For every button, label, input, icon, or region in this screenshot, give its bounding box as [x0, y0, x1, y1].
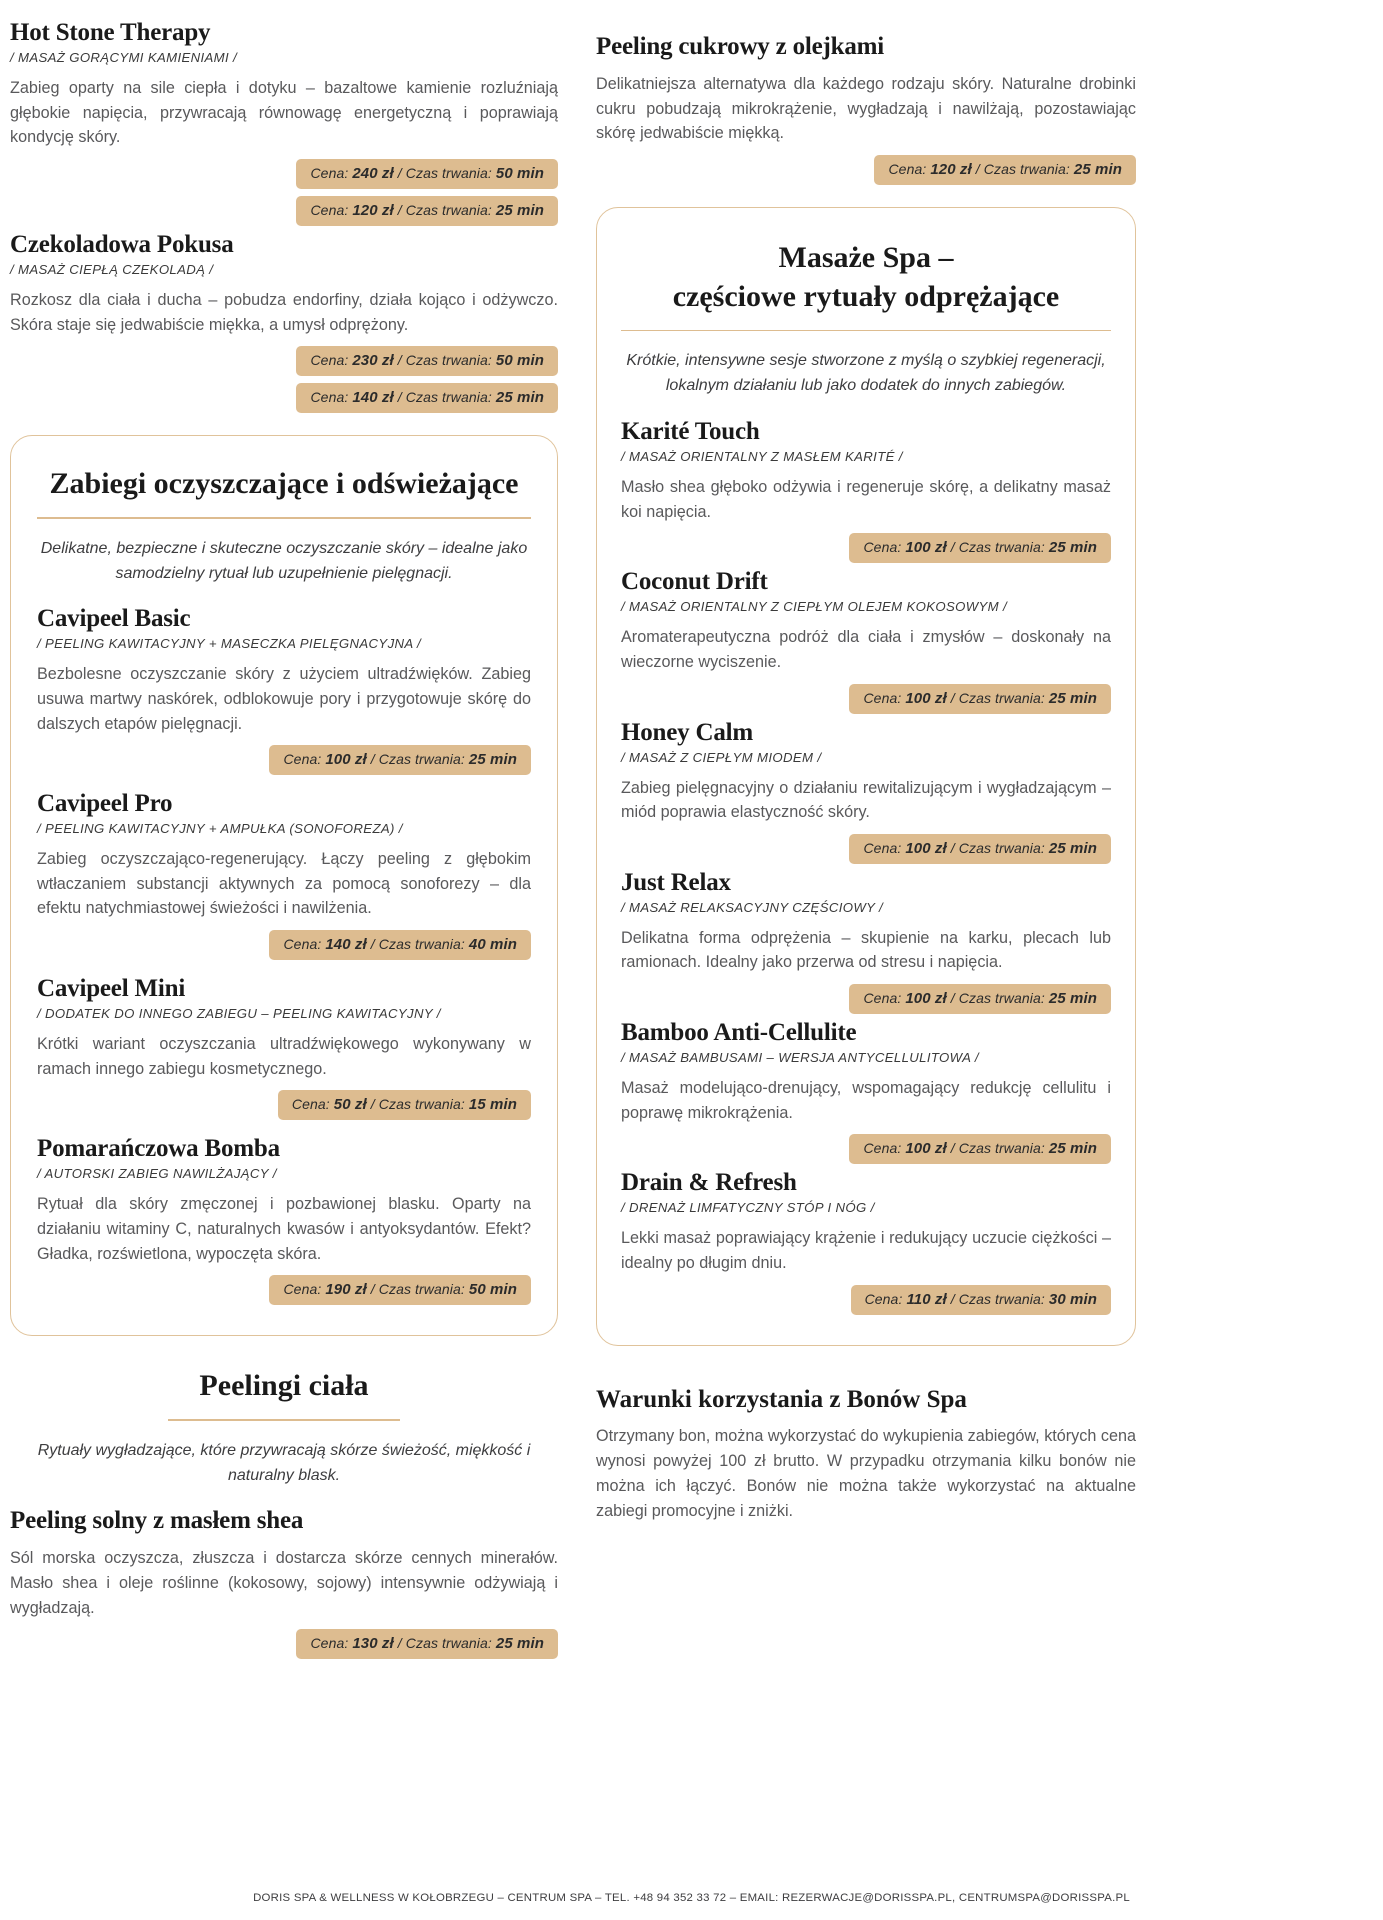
price-label: Cena:	[310, 352, 353, 369]
duration-value: 50 min	[468, 1281, 517, 1299]
price-amount: 100 zł	[325, 751, 367, 769]
treatment-subtitle: / DRENAŻ LIMFATYCZNY STÓP I NÓG /	[621, 1200, 875, 1216]
treatment-description: Rytuał dla skóry zmęczonej i pozbawionej blasku. Oparty na działaniu witaminy C, naturalnych kwasów i antyoksydantów. Efekt? Gładka, rozświetlona, wypoczęta skóra.	[37, 1195, 531, 1263]
section-lede: Krótkie, intensywne sesje stworzone z myślą o szybkiej regeneracji, lokalnym działaniu lub jako dodatek do innych zabiegów.	[626, 352, 1106, 395]
treatment-description: Aromaterapeutyczna podróż dla ciała i zmysłów – doskonały na wieczorne wyciszenie.	[621, 628, 1111, 671]
price-label: Cena:	[863, 689, 906, 706]
treatment-item	[37, 1134, 531, 1305]
right-column	[596, 18, 1136, 1663]
treatment-subtitle: / MASAŻ BAMBUSAMI – WERSJA ANTYCELLULITOWA /	[621, 1050, 979, 1066]
price-badge	[849, 1134, 1111, 1164]
price-amount: 190 zł	[325, 1281, 367, 1299]
treatment-item	[596, 32, 1136, 185]
spa-treatment-list	[621, 417, 1111, 1315]
treatment-name: Hot Stone Therapy	[10, 19, 211, 46]
price-amount: 140 zł	[352, 389, 394, 407]
treatment-name: Honey Calm	[621, 718, 754, 746]
price-label: Cena:	[291, 1096, 334, 1113]
left-column	[10, 18, 558, 1663]
price-badge	[849, 533, 1111, 563]
price-badge-group	[10, 159, 558, 226]
treatment-subtitle: / DODATEK DO INNEGO ZABIEGU – PEELING KAWITACYJNY /	[37, 1006, 441, 1022]
terms-title: Warunki korzystania z Bonów Spa	[596, 1385, 967, 1413]
section-lede: Delikatne, bezpieczne i skuteczne oczyszczanie skóry – idealne jako samodzielny rytuał lub uzupełnienie pielęgnacji.	[40, 539, 528, 582]
section-heading	[621, 238, 1111, 316]
treatment-item	[621, 1018, 1111, 1164]
cleansing-treatment-list	[37, 604, 531, 1305]
treatment-description: Delikatniejsza alternatywa dla każdego rodzaju skóry. Naturalne drobinki cukru pobudzają mikrokrążenie, wygładzają i nawilżają, pozostawiając skórę jedwabiście miękką.	[596, 75, 1136, 143]
price-label: Cena:	[863, 1140, 906, 1157]
treatment-description: Masło shea głęboko odżywia i regeneruje skórę, a delikatny masaż koi napięcia.	[621, 478, 1111, 521]
price-badge-group	[10, 1629, 558, 1659]
treatment-description: Krótki wariant oczyszczania ultradźwiękowego wykonywany w ramach innego zabiegu kosmetycznego.	[37, 1035, 531, 1078]
treatment-name: Cavipeel Pro	[37, 790, 173, 818]
price-badge	[851, 1285, 1111, 1315]
price-badge	[296, 346, 558, 376]
section-divider	[37, 517, 531, 519]
price-amount: 100 zł	[905, 1140, 947, 1158]
price-label: Cena:	[283, 936, 326, 953]
duration-label: / Czas trwania:	[366, 936, 469, 953]
treatment-name: Karité Touch	[621, 418, 760, 446]
price-badge	[278, 1090, 531, 1120]
duration-label: / Czas trwania:	[393, 201, 496, 218]
treatment-subtitle: / MASAŻ GORĄCYMI KAMIENIAMI /	[10, 50, 238, 65]
cleansing-section	[10, 435, 558, 1336]
treatment-item	[37, 604, 531, 775]
left-top-treatments	[10, 18, 558, 413]
price-badge	[269, 930, 531, 960]
two-column-layout	[0, 18, 1383, 1663]
treatment-item	[621, 1168, 1111, 1314]
treatment-item	[37, 974, 531, 1120]
treatment-subtitle: / PEELING KAWITACYJNY + MASECZKA PIELĘGNACYJNA /	[37, 636, 422, 652]
price-amount: 100 zł	[905, 839, 947, 857]
price-label: Cena:	[863, 839, 906, 856]
price-amount: 120 zł	[352, 201, 394, 219]
duration-label: / Czas trwania:	[946, 1290, 1049, 1307]
treatment-description: Lekki masaż poprawiający krążenie i redukujący uczucie ciężkości – idealny po długim dniu.	[621, 1229, 1111, 1272]
spa-massage-section	[596, 207, 1136, 1346]
price-badge	[849, 984, 1111, 1014]
section-heading-line1: Masaże Spa –	[778, 240, 954, 274]
treatment-name: Peeling solny z masłem shea	[10, 1507, 304, 1535]
treatment-subtitle: / AUTORSKI ZABIEG NAWILŻAJĄCY /	[37, 1166, 277, 1182]
duration-value: 25 min	[495, 201, 544, 219]
duration-value: 25 min	[1048, 1140, 1097, 1158]
price-label: Cena:	[310, 1635, 353, 1652]
price-amount: 50 zł	[333, 1096, 367, 1114]
price-amount: 100 zł	[905, 689, 947, 707]
price-badge-group	[10, 346, 558, 413]
body-peel-section	[10, 1366, 558, 1659]
treatment-name: Cavipeel Basic	[37, 605, 191, 633]
section-divider	[621, 330, 1111, 332]
price-label: Cena:	[310, 389, 353, 406]
duration-value: 25 min	[1048, 990, 1097, 1008]
price-amount: 240 zł	[352, 164, 394, 182]
price-badge-group	[621, 533, 1111, 563]
treatment-description: Bezbolesne oczyszczanie skóry z użyciem ultradźwięków. Zabieg usuwa martwy naskórek, odblokowuje pory i przygotowuje skórę do dalszych etapów pielęgnacji.	[37, 665, 531, 733]
price-label: Cena:	[283, 751, 326, 768]
body-peel-treatment-list	[10, 1506, 558, 1659]
price-label: Cena:	[310, 201, 353, 218]
treatment-item	[621, 868, 1111, 1014]
price-amount: 100 zł	[905, 990, 947, 1008]
price-amount: 100 zł	[905, 539, 947, 557]
right-top-treatment-wrap	[596, 18, 1136, 185]
price-label: Cena:	[864, 1290, 907, 1307]
section-heading-line2: częściowe rytuały odprężające	[672, 279, 1060, 313]
treatment-subtitle: / MASAŻ ORIENTALNY Z CIEPŁYM OLEJEM KOKOSOWYM /	[621, 599, 1008, 615]
price-badge	[296, 159, 558, 189]
terms-block	[596, 1386, 1136, 1524]
treatment-subtitle: / PEELING KAWITACYJNY + AMPUŁKA (SONOFOREZA) /	[37, 821, 403, 837]
price-badge	[269, 745, 531, 775]
duration-value: 25 min	[468, 751, 517, 769]
price-badge	[296, 1629, 558, 1659]
price-amount: 230 zł	[352, 352, 394, 370]
price-badge-group	[621, 1285, 1111, 1315]
section-lede: Rytuały wygładzające, które przywracają skórze świeżość, miękkość i naturalny blask.	[37, 1441, 531, 1484]
price-label: Cena:	[863, 990, 906, 1007]
price-amount: 120 zł	[930, 160, 972, 178]
duration-value: 25 min	[495, 389, 544, 407]
price-badge-group	[621, 1134, 1111, 1164]
duration-value: 30 min	[1048, 1290, 1097, 1308]
treatment-name: Cavipeel Mini	[37, 975, 186, 1003]
price-amount: 110 zł	[906, 1290, 947, 1308]
duration-value: 25 min	[1048, 839, 1097, 857]
duration-label: / Czas trwania:	[393, 352, 496, 369]
treatment-description: Sól morska oczyszcza, złuszcza i dostarcza skórze cennych minerałów. Masło shea i oleje roślinne (kokosowy, sojowy) intensywnie odżywiają i wygładzają.	[10, 1549, 558, 1617]
price-badge	[849, 684, 1111, 714]
price-badge-group	[621, 834, 1111, 864]
price-badge-group	[37, 1275, 531, 1305]
page-footer: DORIS SPA & WELLNESS W KOŁOBRZEGU – CENTRUM SPA – TEL. +48 94 352 33 72 – EMAIL: REZERWACJE@DORISSPA.PL, CENTRUMSPA@DORISSPA.PL	[253, 1892, 1130, 1904]
duration-label: / Czas trwania:	[366, 1281, 469, 1298]
treatment-item	[37, 789, 531, 960]
treatment-item	[10, 1506, 558, 1659]
treatment-description: Rozkosz dla ciała i ducha – pobudza endorfiny, działa kojąco i odżywczo. Skóra staje się jedwabiście miękka, a umysł odprężony.	[10, 290, 558, 334]
treatment-description: Zabieg oczyszczająco-regenerujący. Łączy peeling z głębokim wtłaczaniem substancji aktywnych za pomocą sonoforezy – dla efektu natychmiastowej świeżości i nawilżenia.	[37, 850, 531, 918]
price-badge	[296, 196, 558, 226]
treatment-description: Zabieg oparty na sile ciepła i dotyku – bazaltowe kamienie rozluźniają głębokie napięcia, przywracają równowagę energetyczną i poprawiają kondycję skóry.	[10, 79, 558, 147]
treatment-name: Peeling cukrowy z olejkami	[596, 33, 885, 60]
treatment-subtitle: / MASAŻ ORIENTALNY Z MASŁEM KARITÉ /	[621, 449, 903, 465]
price-badge	[269, 1275, 531, 1305]
duration-label: / Czas trwania:	[971, 160, 1074, 177]
treatment-name: Coconut Drift	[621, 568, 768, 596]
price-badge-group	[37, 1090, 531, 1120]
duration-value: 50 min	[495, 164, 544, 182]
treatment-item	[10, 230, 558, 413]
treatment-description: Masaż modelująco-drenujący, wspomagający redukcję cellulitu i poprawę mikrokrążenia.	[621, 1079, 1111, 1122]
duration-value: 50 min	[495, 352, 544, 370]
price-label: Cena:	[863, 539, 906, 556]
treatment-item	[621, 567, 1111, 713]
duration-value: 25 min	[1048, 689, 1097, 707]
price-badge	[296, 383, 558, 413]
duration-label: / Czas trwania:	[366, 751, 469, 768]
treatment-item	[621, 417, 1111, 563]
price-badge	[849, 834, 1111, 864]
price-label: Cena:	[283, 1281, 326, 1298]
duration-label: / Czas trwania:	[366, 1096, 469, 1113]
duration-label: / Czas trwania:	[393, 164, 496, 181]
treatment-subtitle: / MASAŻ CIEPŁĄ CZEKOLADĄ /	[10, 261, 214, 277]
price-badge-group	[37, 745, 531, 775]
treatment-item	[621, 718, 1111, 864]
duration-label: / Czas trwania:	[393, 389, 496, 406]
price-badge-group	[621, 984, 1111, 1014]
treatment-subtitle: / MASAŻ RELAKSACYJNY CZĘŚCIOWY /	[621, 899, 884, 915]
section-heading: Zabiegi oczyszczające i odświeżające	[49, 467, 519, 501]
treatment-description: Zabieg pielęgnacyjny o działaniu rewitalizującym i wygładzającym – miód poprawia elastyczność skóry.	[621, 778, 1111, 822]
treatment-name: Drain & Refresh	[621, 1169, 797, 1197]
treatment-item	[10, 18, 558, 226]
price-badge-group	[37, 930, 531, 960]
treatment-name: Just Relax	[621, 868, 731, 896]
duration-value: 25 min	[1048, 539, 1097, 557]
section-heading: Peelingi ciała	[199, 1369, 369, 1403]
price-amount: 140 zł	[325, 936, 367, 954]
duration-value: 15 min	[468, 1096, 517, 1114]
duration-value: 25 min	[495, 1635, 544, 1653]
price-label: Cena:	[888, 160, 931, 177]
duration-label: / Czas trwania:	[946, 689, 1049, 706]
duration-label: / Czas trwania:	[946, 990, 1049, 1007]
right-top-treatment	[596, 32, 1136, 185]
price-amount: 130 zł	[352, 1635, 394, 1653]
duration-label: / Czas trwania:	[946, 839, 1049, 856]
price-label: Cena:	[310, 164, 353, 181]
section-divider	[168, 1419, 400, 1421]
price-badge-group	[621, 684, 1111, 714]
treatment-name: Bamboo Anti-Cellulite	[621, 1019, 857, 1047]
terms-body: Otrzymany bon, można wykorzystać do wykupienia zabiegów, których cena wynosi powyżej 100 zł brutto. W przypadku otrzymania kilku bonów nie można ich łączyć. Bonów nie można także wykorzystać na aktualne zabiegi promocyjne i zniżki.	[596, 1426, 1136, 1520]
treatment-description: Delikatna forma odprężenia – skupienie na karku, plecach lub ramionach. Idealny jako przerwa od stresu i napięcia.	[621, 928, 1111, 972]
price-badge	[874, 155, 1136, 185]
duration-value: 25 min	[1073, 160, 1122, 178]
duration-label: / Czas trwania:	[946, 1140, 1049, 1157]
treatment-subtitle: / MASAŻ Z CIEPŁYM MIODEM /	[621, 749, 822, 765]
duration-value: 40 min	[468, 936, 517, 954]
treatment-name: Czekoladowa Pokusa	[10, 230, 234, 258]
price-badge-group	[596, 155, 1136, 185]
duration-label: / Czas trwania:	[393, 1635, 496, 1652]
duration-label: / Czas trwania:	[946, 539, 1049, 556]
treatment-name: Pomarańczowa Bomba	[37, 1135, 280, 1163]
